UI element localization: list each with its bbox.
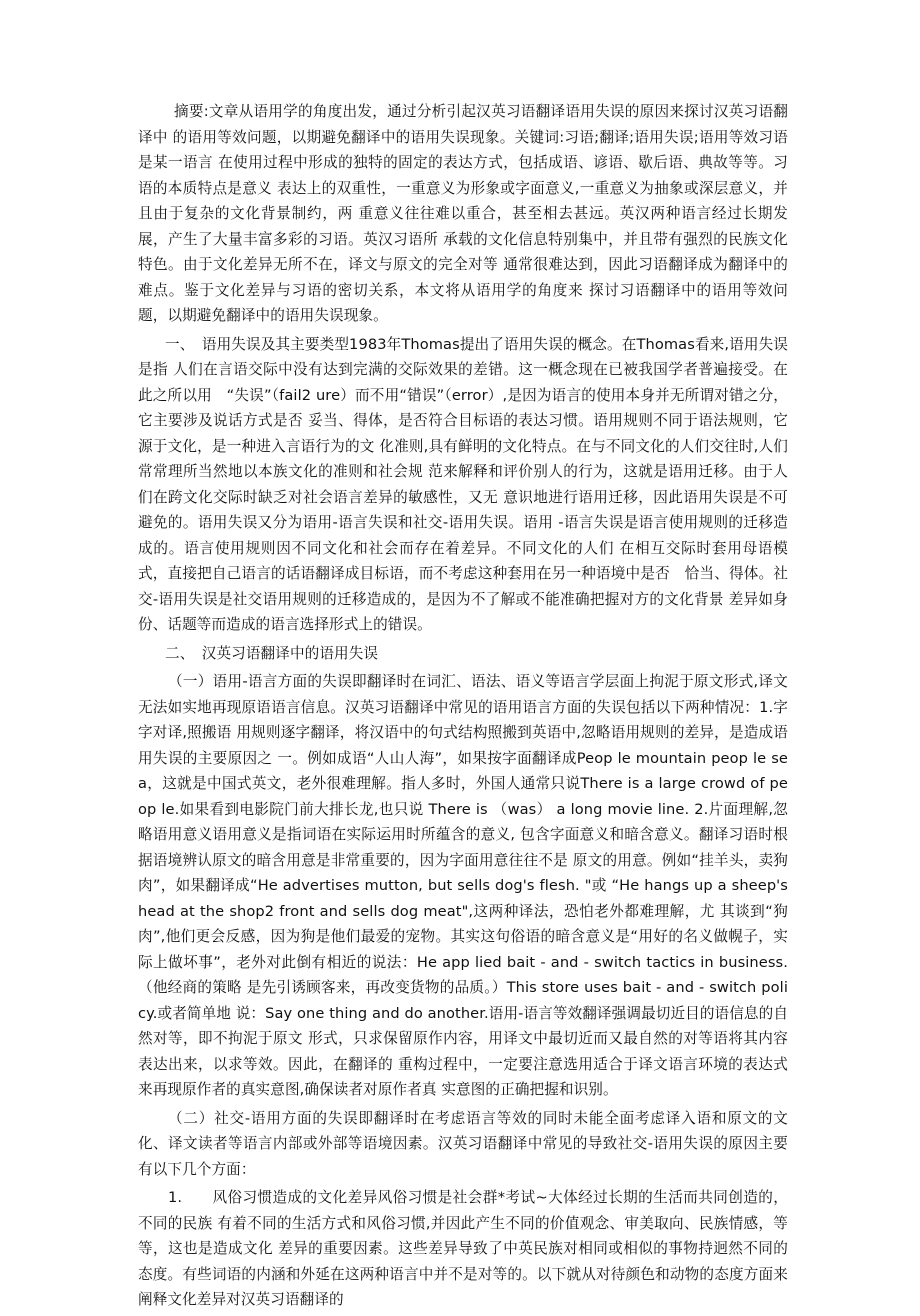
subsection-1-paragraph: （一）语用-语言方面的失误即翻译时在词汇、语法、语义等语言学层面上拘泥于原文形式,译文无法如实地再现原语语言信息。汉英习语翻译中常见的语用语言方面的失误包括以下两种情况：1.字字对译,照搬语 用规则逐字翻译，将汉语中的句式结构照搬到英语中,忽略语用规则的差异，是造成语用失误的主要原因之 一。例如成语“人山人海”，如果按字面翻译成Peop le mountain peop le sea，这就是中国式英文，老外很难理解。指人多时，外国人通常只说There is a large crowd of peop le.如果看到电影院门前大排长龙,也只说 There is （was） a long movie line. 2.片面理解,忽略语用意义语用意义是指词语在实际运用时所蕴含的意义, 包含字面意义和暗含意义。翻译习语时根据语境辨认原文的暗含用意是非常重要的，因为字面用意往往不是 原文的用意。例如“挂羊头，卖狗肉”，如果翻译成“He advertises mutton, but sells dog's flesh. "或 “He hangs up a sheep's head at the shop2 front and sells dog meat",这两种译法，恐怕老外都难理解，尤 其谈到“狗肉”,他们更会反感，因为狗是他们最爱的宠物。其实这句俗语的暗含意义是“用好的名义做幌子，实 际上做坏事”，老外对此倒有相近的说法：He app lied bait - and - switch tactics in business.（他经商的策略 是先引诱顾客来，再改变货物的品质。）This store uses bait - and - switch policy.或者简单地 说：Say one thing and do another.语用-语言等效翻译强调最切近目的语信息的自然对等，即不拘泥于原文 形式，只求保留原作内容，用译文中最切近而又最自然的对等语将其内容表达出来，以求等效。因此，在翻译的 重构过程中，一定要注意选用适合于译文语言环境的表达式来再现原作者的真实意图,确保读者对原作者真 实意图的正确把握和识别。	[138, 673, 789, 1098]
abstract-paragraph: 摘要:文章从语用学的角度出发，通过分析引起汉英习语翻译语用失误的原因来探讨汉英习语翻译中 的语用等效问题，以期避免翻译中的语用失误现象。关键词:习语;翻译;语用失误;语用等效习语是某一语言 在使用过程中形成的独特的固定的表达方式，包括成语、谚语、歇后语、典故等等。习语的本质特点是意义 表达上的双重性，一重意义为形象或字面意义,一重意义为抽象或深层意义，并且由于复杂的文化背景制约，两 重意义往往难以重合，甚至相去甚远。英汉两种语言经过长期发展，产生了大量丰富多彩的习语。英汉习语所 承载的文化信息特别集中，并且带有强烈的民族文化特色。由于文化差异无所不在，译文与原文的完全对等 通常很难达到，因此习语翻译成为翻译中的难点。鉴于文化差异与习语的密切关系，本文将从语用学的角度来 探讨习语翻译中的语用等效问题，以期避免翻译中的语用失误现象。	[138, 103, 788, 324]
section-1-paragraph: 一、 语用失误及其主要类型1983年Thomas提出了语用失误的概念。在Thomas看来,语用失误是指 人们在言语交际中没有达到完满的交际效果的差错。这一概念现在已被我国学者普遍接受。在此之所以用 “失误”（fail2 ure）而不用“错误”（error）,是因为语言的使用本身并无所谓对错之分，它主要涉及说话方式是否 妥当、得体，是否符合目标语的表达习惯。语用规则不同于语法规则，它源于文化，是一种进入言语行为的文 化准则,具有鲜明的文化特点。在与不同文化的人们交往时,人们常常理所当然地以本族文化的准则和社会规 范来解释和评价别人的行为，这就是语用迁移。由于人们在跨文化交际时缺乏对社会语言差异的敏感性，又无 意识地进行语用迁移，因此语用失误是不可避免的。语用失误又分为语用-语言失误和社交-语用失误。语用 -语言失误是语言使用规则的迁移造成的。语言使用规则因不同文化和社会而存在着差异。不同文化的人们 在相互交际时套用母语模式，直接把自己语言的话语翻译成目标语，而不考虑这种套用在另一种语境中是否 恰当、得体。社交-语用失误是社交语用规则的迁移造成的，是因为不了解或不能准确把握对方的文化背景 差异如身份、话题等而造成的语言选择形式上的错误。	[138, 335, 788, 633]
subsection-2-paragraph: （二）社交-语用方面的失误即翻译时在考虑语言等效的同时未能全面考虑译入语和原文的文化、译文读者等语言内部或外部等语境因素。汉英习语翻译中常见的导致社交-语用失误的原因主要有以下几个方面：	[138, 1109, 788, 1178]
document-body	[138, 99, 788, 1316]
point-1-paragraph: 1. 风俗习惯造成的文化差异风俗习惯是社会群*考试~大体经过长期的生活而共同创造的，不同的民族 有着不同的生活方式和风俗习惯,并因此产生不同的价值观念、审美取向、民族情感，等等，这也是造成文化 差异的重要因素。这些差异导致了中英民族对相同或相似的事物持迥然不同的态度。有些词语的内涵和外延在这两种语言中并不是对等的。以下就从对待颜色和动物的态度方面来阐释文化差异对汉英习语翻译的	[138, 1189, 788, 1308]
section-2-heading: 二、 汉英习语翻译中的语用失误	[165, 644, 379, 662]
